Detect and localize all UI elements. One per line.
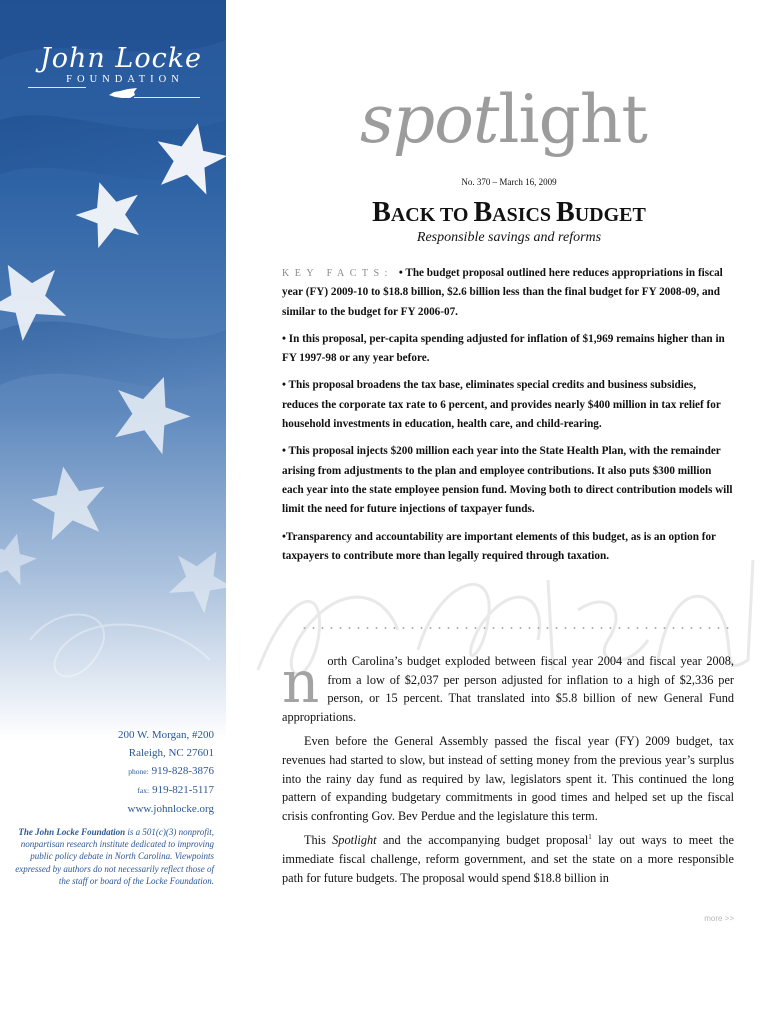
title-word-2: ASICS: [492, 204, 557, 226]
key-fact-4: • This proposal injects $200 million each year into the State Health Plan, with the remainder arising from adjustments to the plan and employee contributions. It also puts $300 million each year into the state employee pension fund. Moving both to direct contribution models will limit the need for future injections of taxpayer funds.: [282, 445, 733, 516]
title-cap-1: B: [372, 197, 391, 228]
logo-rule-right: [134, 97, 200, 98]
sidebar: [0, 0, 226, 1024]
article-body: [282, 648, 734, 893]
paragraph-3-italic: Spotlight: [332, 833, 377, 848]
footnote-marker: 1: [588, 833, 592, 842]
logo-name: John Locke: [39, 43, 203, 74]
page-subtitle: Responsible savings and reforms: [416, 230, 602, 245]
issue-number-date: No. 370 – March 16, 2009: [461, 177, 557, 187]
key-fact-1: [282, 264, 734, 322]
title-word-1: ACK TO: [390, 204, 474, 226]
website-link[interactable]: www.johnlocke.org: [127, 803, 214, 815]
john-locke-foundation-logo: [26, 44, 216, 86]
paragraph-3: [282, 831, 734, 887]
key-fact-3: • This proposal broadens the tax base, eliminates special credits and business subsidies, reduces the corporate tax rate to 6 percent, and provides nearly $400 million in tax relief for household investments in education, health care, and child-rearing.: [282, 379, 721, 431]
north-carolina-map-icon: [108, 86, 138, 100]
foundation-name: The John Locke Foundation: [18, 827, 126, 837]
more-link[interactable]: more >>: [704, 914, 734, 923]
address-line-1: 200 W. Morgan, #200: [117, 729, 214, 741]
key-fact-2: • In this proposal, per-capita spending adjusted for inflation of $1,969 remains higher than in FY 1997-98 or any year before.: [282, 332, 725, 365]
spotlight-italic: spot: [360, 81, 499, 158]
key-fact-5: •Transparency and accountability are important elements of this budget, as is an option for taxpayers to contribute more than legally required through taxation.: [282, 530, 716, 562]
foundation-description-text: is a 501(c)(3) nonprofit, nonpartisan research institute dedicated to improving public policy debate in North Carolina. Viewpoints expressed by authors do not necessarily reflect those of the staff or board of the Locke Foundation.: [15, 827, 214, 886]
logo-rule-left: [28, 87, 86, 88]
key-fact-1-text: • The budget proposal outlined here reduces appropriations in fiscal year (FY) 2009-10 to $18.8 billion, $2.6 billion less than the final budget for FY 2008-09, and similar to the budget for FY 2006-07.: [282, 267, 723, 318]
title-cap-2: B: [473, 197, 493, 228]
flag-stars-artwork: [0, 0, 226, 740]
fax-row: [4, 781, 214, 800]
paragraph-3-text-c: lay out ways to meet the immediate fiscal challenge, reform government, and set the state on a more responsible path for future budgets. The proposal would spend $18.8 billion in: [282, 833, 734, 885]
logo-subtitle: FOUNDATION: [66, 74, 184, 85]
contact-block: [4, 726, 214, 818]
main-content: [282, 0, 736, 1024]
phone-label: phone:: [128, 767, 149, 776]
key-facts-label: KEY FACTS:: [282, 268, 393, 279]
paragraph-1: [282, 648, 734, 726]
foundation-description: [14, 826, 214, 887]
title-word-3: UDGET: [574, 204, 646, 226]
title-cap-3: B: [556, 197, 575, 228]
fax-number: 919-821-5117: [152, 784, 214, 796]
paragraph-2: Even before the General Assembly passed the fiscal year (FY) 2009 budget, tax revenues had started to slow, but instead of setting money from the previous year’s surplus into the rainy day fund as required by law, legislators spent it. This continued the long pattern of expanding budgetary commitments in good times and helped set up the fiscal crisis confronting Gov. Bev Perdue and the legislature this term.: [282, 734, 734, 823]
spotlight-masthead: [360, 80, 647, 160]
drop-cap: n: [282, 648, 320, 716]
page-title: [282, 196, 736, 232]
paragraph-1-text: orth Carolina’s budget exploded between fiscal year 2004 and fiscal year 2008, from a low of $2,037 per person adjusted for inflation to a high of $2,336 per person, or 15 percent. That translated into $5.8 billion of new General Fund appropriations.: [282, 654, 734, 724]
address-line-2: Raleigh, NC 27601: [128, 747, 214, 759]
spotlight-plain: light: [498, 81, 647, 158]
paragraph-3-text-a: This: [304, 833, 333, 848]
paragraph-3-text-b: and the accompanying budget proposal: [376, 833, 589, 848]
phone-number: 919-828-3876: [151, 765, 214, 777]
phone-row: [4, 762, 214, 781]
dotted-divider: [300, 627, 730, 629]
key-facts: [282, 264, 734, 574]
fax-label: fax:: [137, 786, 150, 795]
